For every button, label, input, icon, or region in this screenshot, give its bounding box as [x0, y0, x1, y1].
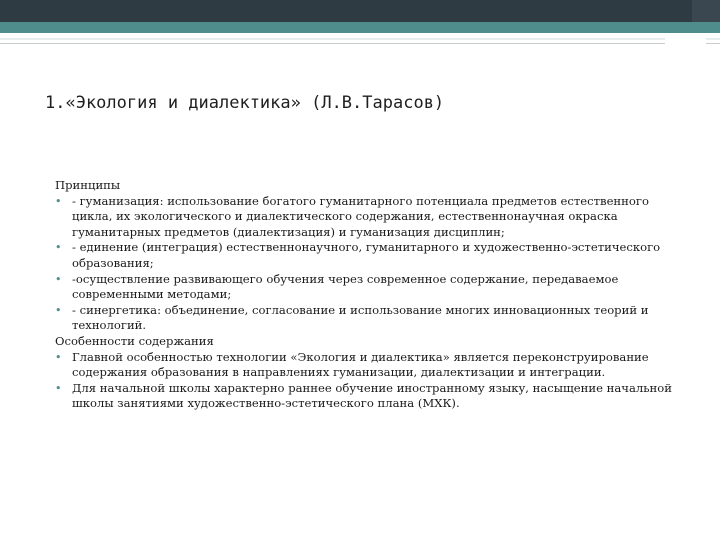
list-item-text: -осуществление развивающего обучения через современное содержание, передаваемое современными методами; — [72, 271, 619, 302]
list-item — [55, 194, 685, 241]
divider-line — [706, 43, 720, 44]
list-item — [55, 240, 685, 271]
divider-line — [706, 38, 720, 40]
list-item-text: Для начальной школы характерно раннее обучение иностранному языку, насыщение начальной школы занятиями художественно-эстетического плана (МХК). — [72, 380, 672, 411]
accent-band — [0, 22, 720, 33]
list-item — [55, 272, 685, 303]
list-item — [55, 350, 685, 381]
divider-line — [0, 38, 665, 40]
list-item — [55, 303, 685, 334]
header-band-corner — [692, 0, 720, 24]
list-item-text: - гуманизация: использование богатого гуманитарного потенциала предметов естественного цикла, их экологического и диалектического содержания, естественнонаучная окраска гуманитарных предметов (диалектизация) и гуманизация дисциплин; — [72, 193, 649, 239]
section-heading-principles: Принципы — [55, 178, 121, 192]
list-item — [55, 381, 685, 412]
bullet-icon: • — [55, 194, 62, 208]
bullet-icon: • — [55, 303, 62, 317]
header-band — [0, 0, 720, 22]
list-item-text: - синергетика: объединение, согласование и использование многих инновационных теорий и технологий. — [72, 302, 649, 333]
list-item-text: Главной особенностью технологии «Экология и диалектика» является переконструирование содержания образования в направлениях гуманизации, диалектизации и интеграции. — [72, 349, 649, 380]
bullet-icon: • — [55, 381, 62, 395]
bullet-icon: • — [55, 241, 62, 255]
slide-body — [55, 178, 685, 412]
divider-line — [0, 43, 665, 44]
list-item-text: - единение (интеграция) естественнонаучного, гуманитарного и художественно-эстетического образования; — [72, 240, 661, 270]
bullet-icon: • — [55, 272, 62, 286]
slide-title: 1.«Экология и диалектика» (Л.В.Тарасов) — [45, 93, 445, 113]
section-heading-features: Особенности содержания — [55, 333, 214, 348]
bullet-icon: • — [55, 350, 62, 364]
